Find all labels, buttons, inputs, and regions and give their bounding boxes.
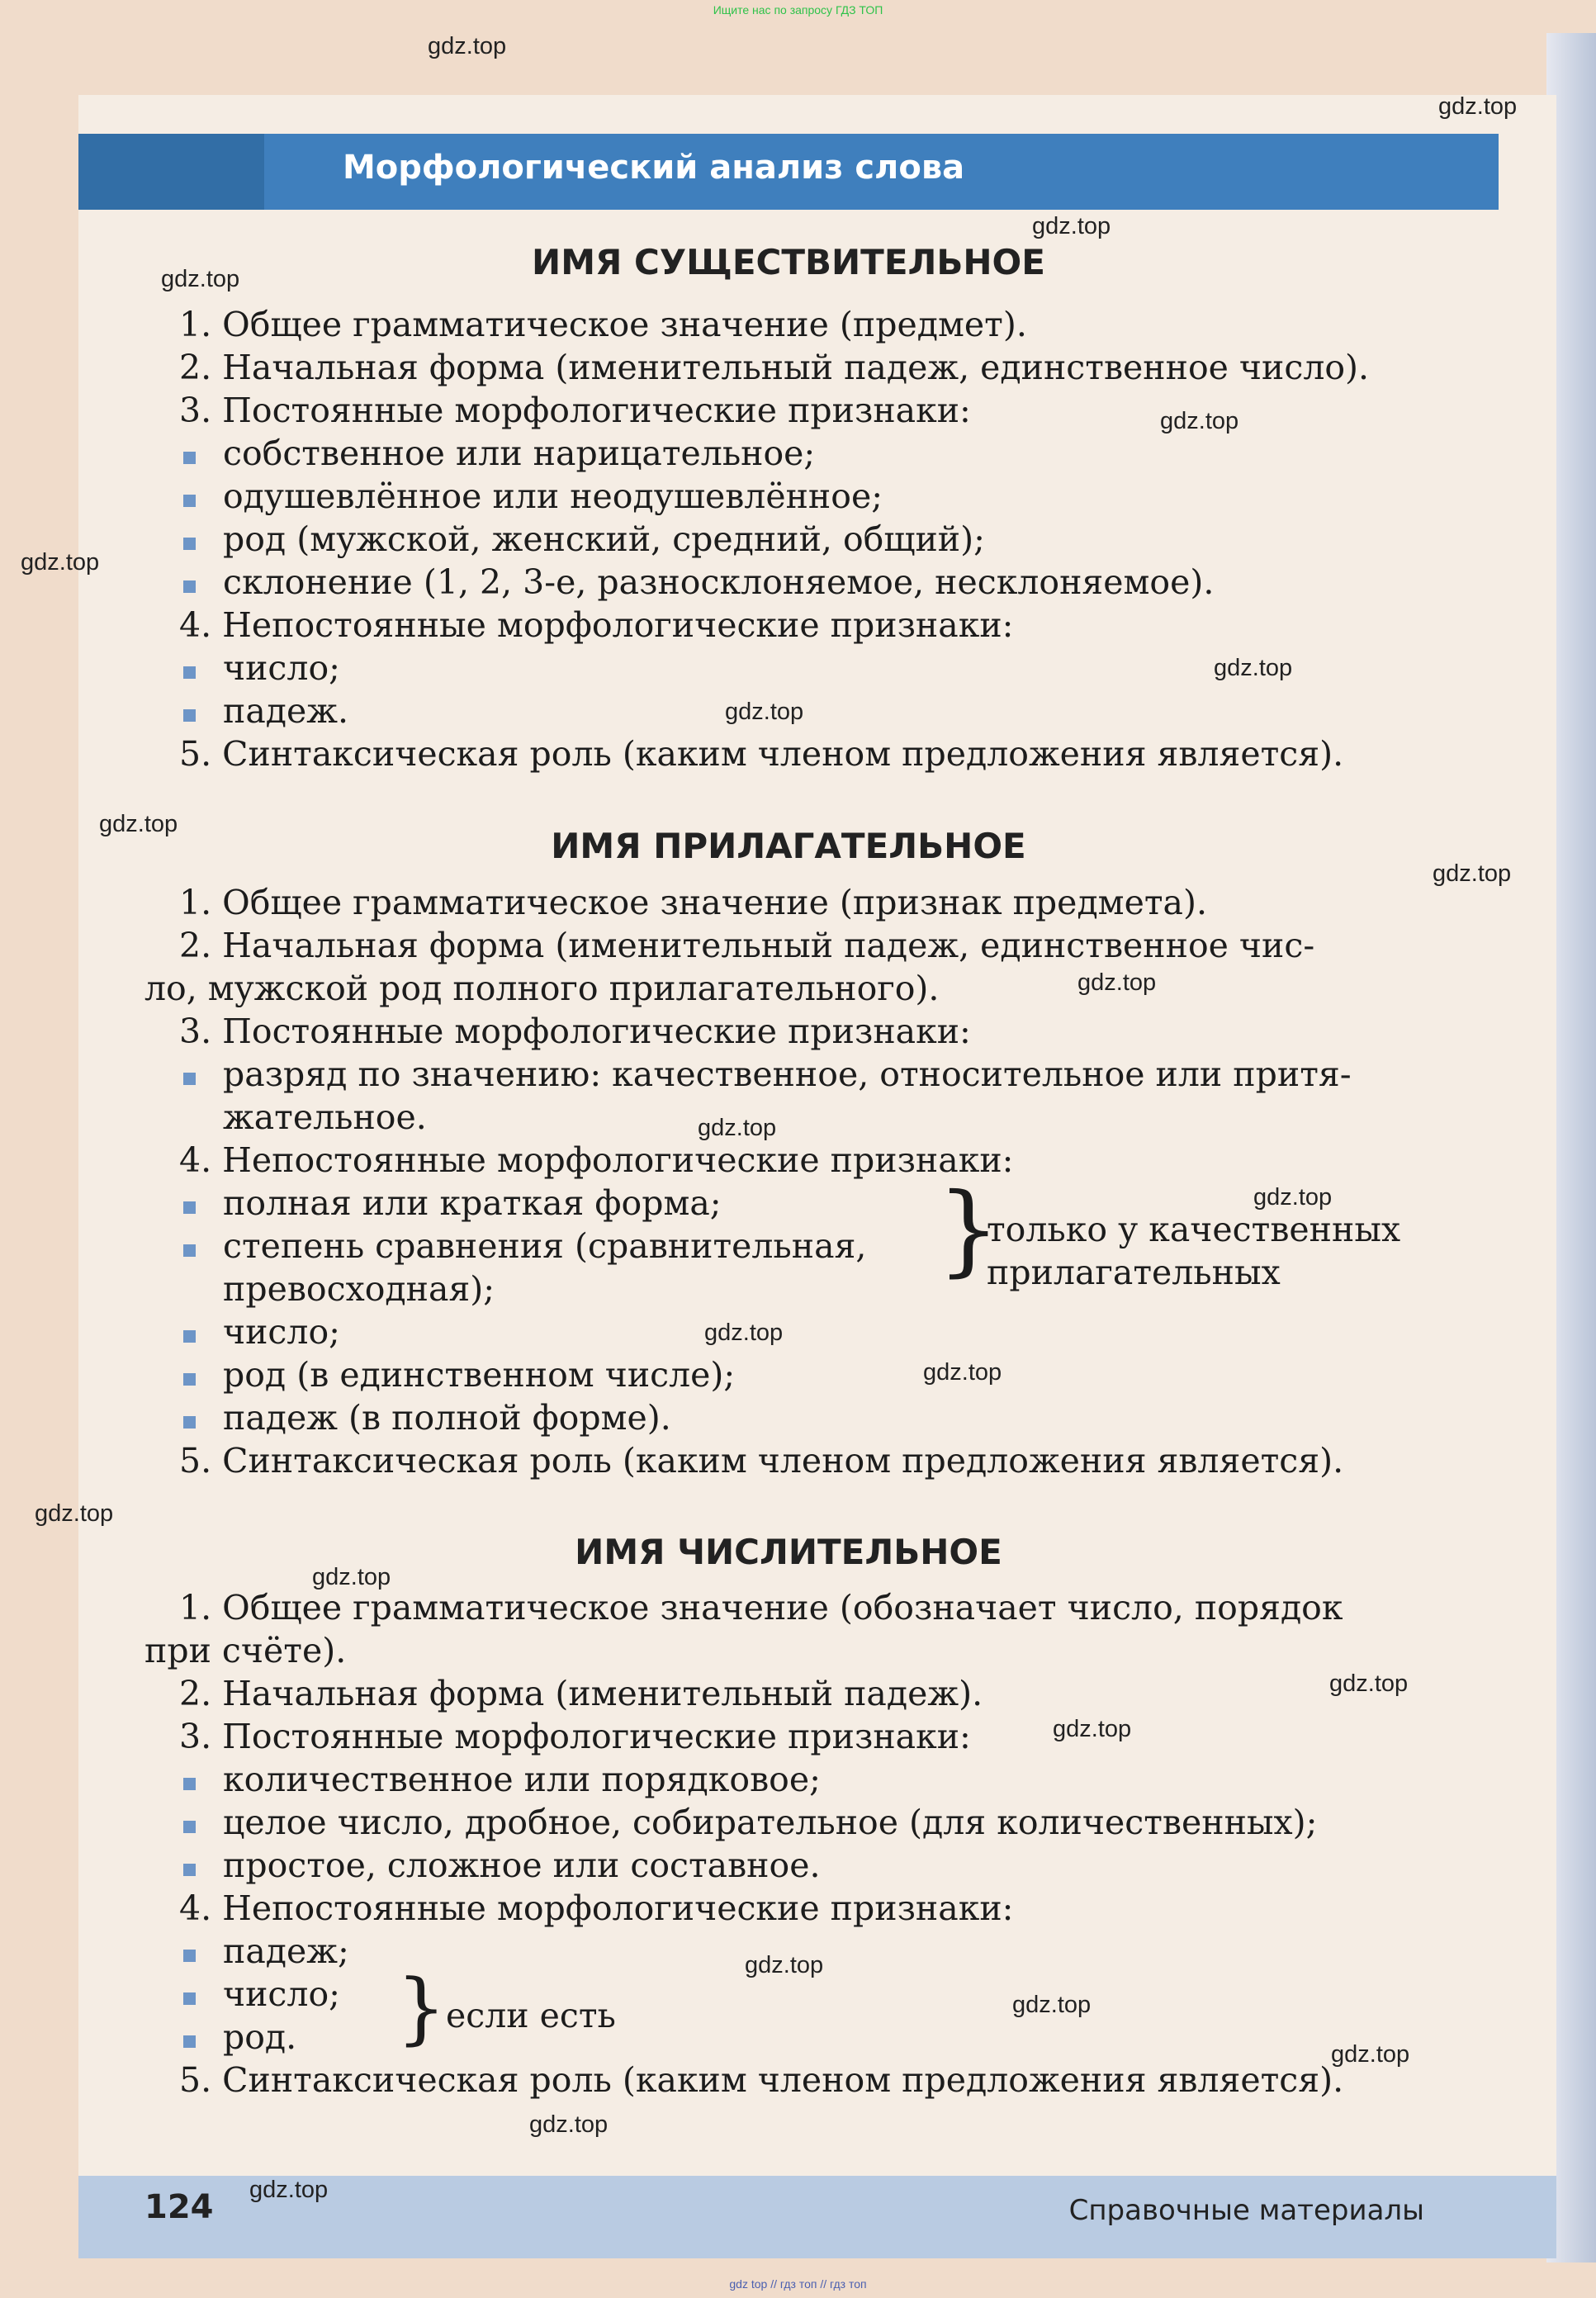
watermark: gdz.top <box>21 549 100 576</box>
adj-line-14: 5. Синтаксическая роль (каким членом предложения является). <box>179 1441 1344 1481</box>
noun-line-5: одушевлённое или неодушевлённое; <box>223 476 883 516</box>
noun-line-1: 1. Общее грамматическое значение (предмет). <box>179 305 1027 344</box>
adj-line-2: 2. Начальная форма (именительный падеж, единственное чис- <box>179 926 1315 965</box>
noun-title: ИМЯ СУЩЕСТВИТЕЛЬНОЕ <box>532 242 1045 282</box>
watermark: gdz.top <box>1438 93 1518 120</box>
bullet-icon <box>183 1416 196 1429</box>
num-line-7: простое, сложное или составное. <box>223 1846 821 1885</box>
num-line-6: целое число, дробное, собирательное (для количественных); <box>223 1803 1318 1842</box>
page-number: 124 <box>144 2188 214 2226</box>
numeral-title: ИМЯ ЧИСЛИТЕЛЬНОЕ <box>575 1532 1002 1572</box>
header-accent <box>78 134 264 210</box>
noun-line-3: 3. Постоянные морфологические признаки: <box>179 391 971 430</box>
watermark: gdz.top <box>99 811 178 837</box>
watermark: gdz.top <box>923 1359 1002 1386</box>
brace-icon: } <box>937 1173 1001 1287</box>
watermark: gdz.top <box>745 1952 824 1978</box>
watermark: gdz.top <box>249 2177 329 2203</box>
num-line-1: 1. Общее грамматическое значение (обозначает число, порядок <box>179 1588 1343 1628</box>
bullet-icon <box>183 452 196 464</box>
bullet-icon <box>183 580 196 593</box>
header-bar <box>78 134 1499 210</box>
page-title: Морфологический анализ слова <box>343 149 965 187</box>
bullet-icon <box>183 1821 196 1833</box>
num-line-10: число; <box>223 1974 340 2014</box>
bullet-icon <box>183 1373 196 1386</box>
adj-line-13: падеж (в полной форме). <box>223 1398 671 1438</box>
noun-line-2: 2. Начальная форма (именительный падеж, единственное число). <box>179 348 1370 387</box>
noun-line-9: число; <box>223 648 340 688</box>
num-line-12: 5. Синтаксическая роль (каким членом предложения является). <box>179 2060 1344 2100</box>
bullet-icon <box>183 709 196 722</box>
adj-line-12: род (в единственном числе); <box>223 1355 736 1395</box>
watermark: gdz.top <box>1331 2041 1410 2068</box>
num-line-4: 3. Постоянные морфологические признаки: <box>179 1717 971 1756</box>
adj-line-6: жательное. <box>223 1097 427 1137</box>
watermark: gdz.top <box>1160 408 1239 434</box>
watermark: gdz.top <box>1329 1670 1409 1697</box>
bullet-icon <box>183 1244 196 1257</box>
adj-line-3: ло, мужской род полного прилагательного). <box>144 969 940 1008</box>
num-line-9: падеж; <box>223 1931 349 1971</box>
bullet-icon <box>183 666 196 679</box>
bullet-icon <box>183 2035 196 2048</box>
textbook-page <box>78 95 1556 2258</box>
watermark: gdz.top <box>1253 1184 1333 1211</box>
noun-line-4: собственное или нарицательное; <box>223 434 816 473</box>
bullet-icon <box>183 1201 196 1214</box>
watermark: gdz.top <box>1077 969 1157 996</box>
watermark: gdz.top <box>1053 1716 1132 1742</box>
watermark: gdz.top <box>161 266 240 292</box>
adj-line-4: 3. Постоянные морфологические признаки: <box>179 1012 971 1051</box>
adj-brace-note-2: прилагательных <box>987 1253 1281 1292</box>
noun-line-7: склонение (1, 2, 3-е, разносклоняемое, несклоняемое). <box>223 562 1215 602</box>
adj-line-1: 1. Общее грамматическое значение (признак предмета). <box>179 883 1207 922</box>
watermark: gdz.top <box>1433 860 1512 887</box>
watermark: gdz.top <box>1012 1992 1092 2018</box>
noun-line-8: 4. Непостоянные морфологические признаки: <box>179 605 1014 645</box>
num-line-5: количественное или порядковое; <box>223 1760 821 1799</box>
bullet-icon <box>183 1330 196 1343</box>
bullet-icon <box>183 1778 196 1790</box>
num-line-11: род. <box>223 2017 297 2057</box>
num-line-2: при счёте). <box>144 1631 347 1670</box>
adj-line-7: 4. Непостоянные морфологические признаки: <box>179 1140 1014 1180</box>
bottom-note[interactable]: gdz top // гдз топ // гдз топ <box>729 2277 867 2291</box>
noun-line-11: 5. Синтаксическая роль (каким членом предложения является). <box>179 734 1344 774</box>
num-line-3: 2. Начальная форма (именительный падеж). <box>179 1674 983 1713</box>
watermark: gdz.top <box>529 2111 609 2138</box>
footer-section-title: Справочные материалы <box>1068 2194 1424 2227</box>
adj-line-8: полная или краткая форма; <box>223 1183 722 1223</box>
watermark: gdz.top <box>428 33 507 59</box>
brace-icon: } <box>396 1963 447 2054</box>
num-line-8: 4. Непостоянные морфологические признаки: <box>179 1888 1014 1928</box>
adj-line-9: степень сравнения (сравнительная, <box>223 1226 867 1266</box>
adj-line-10: превосходная); <box>223 1269 495 1309</box>
watermark: gdz.top <box>312 1564 391 1590</box>
watermark: gdz.top <box>725 699 804 725</box>
adj-line-11: число; <box>223 1312 340 1352</box>
watermark: gdz.top <box>698 1115 777 1141</box>
bullet-icon <box>183 538 196 550</box>
watermark: gdz.top <box>1032 213 1111 239</box>
adj-brace-note-1: только у качественных <box>987 1210 1401 1249</box>
top-note[interactable]: Ищите нас по запросу ГДЗ ТОП <box>713 3 883 17</box>
adj-line-5: разряд по значению: качественное, относительное или притя- <box>223 1054 1352 1094</box>
watermark: gdz.top <box>35 1500 114 1527</box>
bullet-icon <box>183 1864 196 1876</box>
bullet-icon <box>183 1073 196 1085</box>
noun-line-6: род (мужской, женский, средний, общий); <box>223 519 985 559</box>
adjective-title: ИМЯ ПРИЛАГАТЕЛЬНОЕ <box>551 826 1026 866</box>
bullet-icon <box>183 495 196 507</box>
noun-line-10: падеж. <box>223 691 349 731</box>
watermark: gdz.top <box>1214 655 1293 681</box>
watermark: gdz.top <box>704 1320 784 1346</box>
num-brace-note: если есть <box>446 1996 616 2035</box>
bullet-icon <box>183 1950 196 1962</box>
bullet-icon <box>183 1992 196 2005</box>
